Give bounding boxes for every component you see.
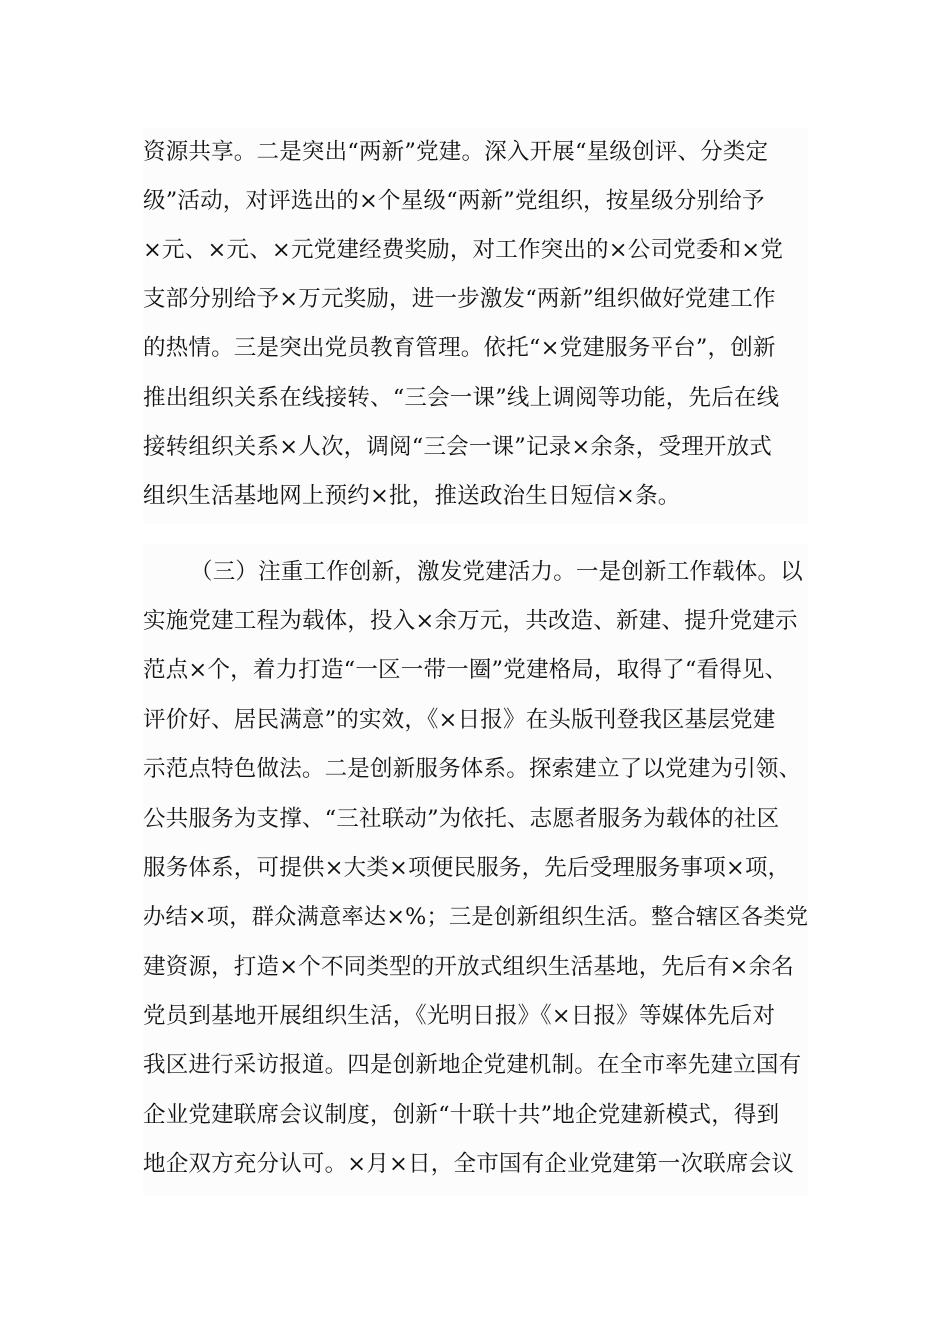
paragraph-line: （三）注重工作创新，激发党建活力。一是创新工作载体。以 — [190, 559, 803, 585]
paragraph-line: 我区进行采访报道。四是创新地企党建机制。在全市率先建立国有 — [143, 1052, 802, 1078]
paragraph-1 — [143, 128, 808, 524]
paragraph-line: ×元、×元、×元党建经费奖励，对工作突出的×公司党委和×党 — [143, 237, 784, 263]
paragraph-line: 资源共享。二是突出“两新”党建。深入开展“星级创评、分类定 — [143, 139, 769, 165]
paragraph-line: 组织生活基地网上预约×批，推送政治生日短信×条。 — [143, 483, 681, 509]
paragraph-line: 党员到基地开展组织生活，《光明日报》《×日报》等媒体先后对 — [143, 1003, 776, 1029]
paragraph-line: 推出组织关系在线接转、“三会一课”线上调阅等功能，先后在线 — [143, 385, 780, 411]
paragraph-line: 公共服务为支撑、“三社联动”为依托、志愿者服务为载体的社区 — [143, 806, 780, 832]
paragraph-line: 建资源，打造×个不同类型的开放式组织生活基地，先后有×余名 — [143, 954, 795, 980]
paragraph-line: 范点×个，着力打造“一区一带一圈”党建格局，取得了“看得见、 — [143, 657, 788, 683]
paragraph-line: 评价好、居民满意”的实效，《×日报》在头版刊登我区基层党建 — [143, 707, 776, 733]
paragraph-line: 办结×项，群众满意率达×%；三是创新组织生活。整合辖区各类党 — [143, 904, 809, 930]
paragraph-line: 支部分别给予×万元奖励，进一步激发“两新”组织做好党建工作 — [143, 286, 776, 312]
paragraph-line: 的热情。三是突出党员教育管理。依托“×党建服务平台”，创新 — [143, 335, 776, 361]
paragraph-line: 地企双方充分认可。×月×日，全市国有企业党建第一次联席会议 — [143, 1151, 795, 1177]
paragraph-line: 实施党建工程为载体，投入×余万元，共改造、新建、提升党建示 — [143, 608, 798, 634]
paragraph-line: 企业党建联席会议制度，创新“十联十共”地企党建新模式，得到 — [143, 1102, 780, 1128]
paragraph-line: 接转组织关系×人次，调阅“三会一课”记录×余条，受理开放式 — [143, 434, 773, 460]
paragraph-2 — [143, 544, 808, 1196]
paragraph-line: 级”活动，对评选出的×个星级“两新”党组织，按星级分别给予 — [143, 188, 765, 214]
paragraph-line: 示范点特色做法。二是创新服务体系。探索建立了以党建为引领、 — [143, 756, 802, 782]
paragraph-line: 服务体系，可提供×大类×项便民服务，先后受理服务事项×项， — [143, 855, 791, 881]
